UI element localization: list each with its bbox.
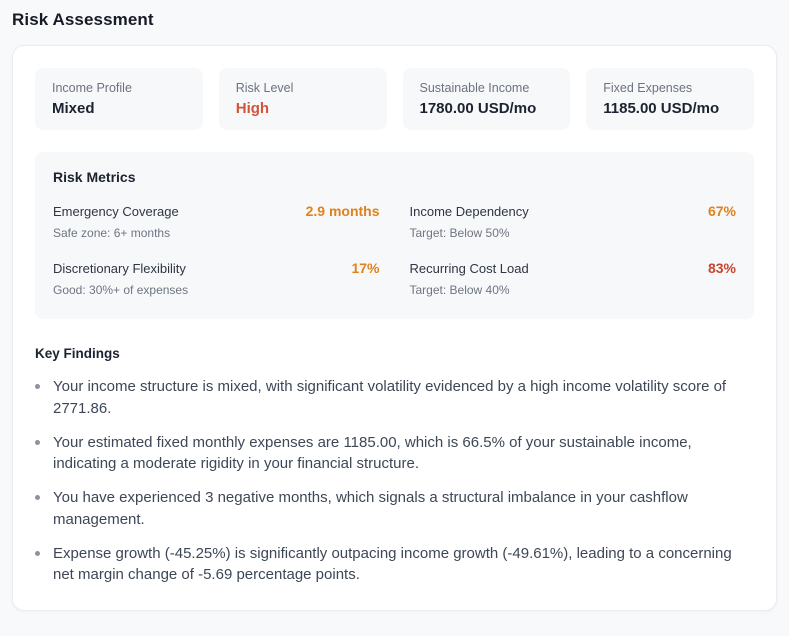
metric-value: 67% (707, 203, 736, 219)
metric-row (410, 260, 737, 276)
stat-value: High (235, 100, 270, 117)
metric-name: Discretionary Flexibility (53, 261, 186, 276)
risk-assessment-card (12, 45, 777, 611)
metric-note: Good: 30%+ of expenses (53, 283, 189, 297)
stat-label: Income Profile (52, 81, 132, 95)
risk-metrics-panel (35, 152, 754, 319)
metric-note: Safe zone: 6+ months (53, 226, 171, 240)
key-findings-section (35, 346, 754, 586)
metric-recurring-cost-load (410, 260, 737, 297)
finding-text: Your estimated fixed monthly expenses are 1185.00, which is 66.5% of your sustainable income, indicating a moderate rigidity in your financial structure. (53, 433, 692, 473)
metric-note: Target: Below 40% (409, 283, 510, 297)
bullet-icon (35, 495, 40, 500)
stat-value: 1780.00 USD/mo (419, 100, 537, 117)
metric-row (53, 203, 380, 219)
stat-box-risk-level (219, 68, 387, 130)
metric-value: 17% (351, 260, 380, 276)
bullet-icon (35, 384, 40, 389)
stat-label: Fixed Expenses (603, 81, 693, 95)
finding-item (35, 487, 754, 531)
stat-value: 1185.00 USD/mo (603, 100, 720, 117)
metric-name: Emergency Coverage (53, 204, 179, 219)
stat-box-fixed-expenses (586, 68, 754, 130)
metric-value: 2.9 months (305, 203, 380, 219)
key-findings-title: Key Findings (35, 346, 120, 361)
stat-label: Sustainable Income (419, 81, 530, 95)
summary-stats-row (35, 68, 754, 130)
page-title: Risk Assessment (12, 10, 154, 29)
metric-discretionary-flexibility (53, 260, 380, 297)
stat-value: Mixed (52, 100, 95, 117)
finding-text: You have experienced 3 negative months, which signals a structural imbalance in your cashflow management. (53, 489, 688, 528)
finding-item (35, 376, 754, 420)
metric-row (53, 260, 380, 276)
stat-box-income-profile (35, 68, 203, 130)
risk-metrics-title: Risk Metrics (53, 169, 136, 185)
stat-box-sustainable-income (403, 68, 571, 130)
stat-label: Risk Level (235, 81, 294, 95)
metric-name: Recurring Cost Load (409, 261, 529, 276)
bullet-icon (35, 551, 40, 556)
finding-text: Your income structure is mixed, with significant volatility evidenced by a high income volatility score of 2771.86. (53, 378, 727, 417)
finding-item (35, 432, 754, 476)
metric-name: Income Dependency (409, 204, 529, 219)
metric-note: Target: Below 50% (409, 226, 510, 240)
bullet-icon (35, 440, 40, 445)
risk-metrics-grid (53, 203, 736, 297)
key-findings-list (35, 376, 754, 586)
metric-income-dependency (410, 203, 737, 240)
metric-emergency-coverage (53, 203, 380, 240)
metric-row (410, 203, 737, 219)
finding-text: Expense growth (-45.25%) is significantly outpacing income growth (-49.61%), leading to a concerning net margin change of -5.69 percentage points. (53, 544, 732, 584)
finding-item (35, 543, 754, 587)
metric-value: 83% (707, 260, 736, 276)
